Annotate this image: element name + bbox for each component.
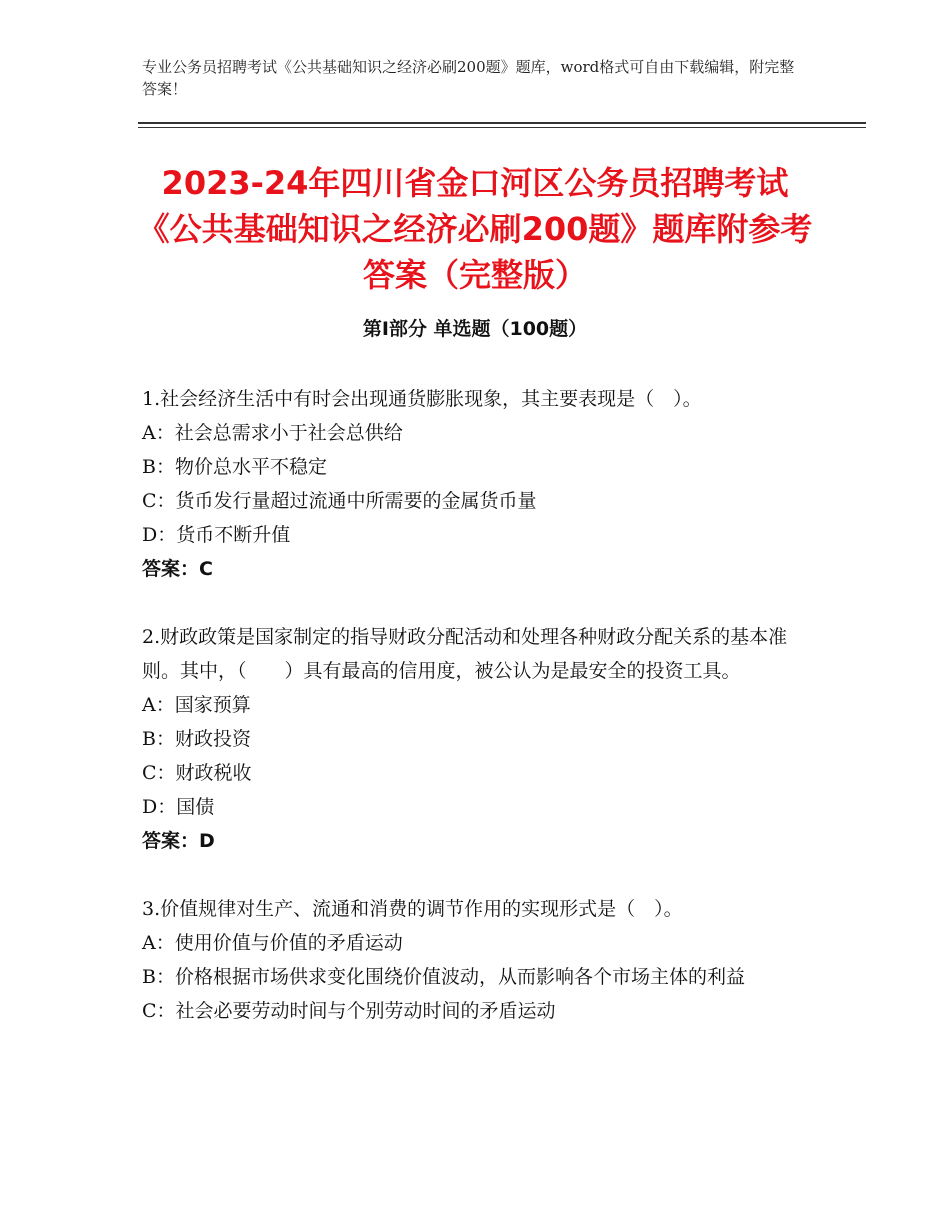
question-stem: 2.财政政策是国家制定的指导财政分配活动和处理各种财政分配关系的基本准则。其中，（ ）具有最高的信用度，被公认为是最安全的投资工具。 bbox=[142, 626, 788, 682]
question-option-c: C：货币发行量超过流通中所需要的金属货币量 bbox=[142, 490, 537, 512]
question-option-c: C：财政税收 bbox=[142, 762, 252, 784]
question-stem: 1.社会经济生活中有时会出现通货膨胀现象，其主要表现是（ ）。 bbox=[142, 388, 702, 410]
question-list bbox=[142, 382, 807, 1062]
header-rule-thin bbox=[138, 127, 866, 128]
question-stem: 3.价值规律对生产、流通和消费的调节作用的实现形式是（ ）。 bbox=[142, 898, 683, 920]
question-answer: 答案：D bbox=[142, 830, 215, 852]
header-note: 专业公务员招聘考试《公共基础知识之经济必刷200题》题库，word格式可自由下载编辑，附完整答案！ bbox=[142, 58, 795, 98]
question-option-d: D：国债 bbox=[142, 796, 215, 818]
question-option-b: B：物价总水平不稳定 bbox=[142, 456, 327, 478]
question-option-b: B：财政投资 bbox=[142, 728, 251, 750]
header-rule-thick bbox=[138, 122, 866, 124]
question-1 bbox=[142, 382, 807, 586]
question-option-a: A：社会总需求小于社会总供给 bbox=[142, 422, 403, 444]
question-option-a: A：使用价值与价值的矛盾运动 bbox=[142, 932, 403, 954]
question-3 bbox=[142, 892, 807, 1028]
document-title: 2023-24年四川省金口河区公务员招聘考试《公共基础知识之经济必刷200题》题库附参考答案（完整版） bbox=[137, 164, 813, 294]
section-heading: 第Ⅰ部分 单选题（100题） bbox=[362, 318, 588, 340]
question-2 bbox=[142, 620, 807, 858]
question-option-a: A：国家预算 bbox=[142, 694, 251, 716]
question-answer: 答案：C bbox=[142, 558, 213, 580]
question-option-b: B：价格根据市场供求变化围绕价值波动，从而影响各个市场主体的利益 bbox=[142, 966, 745, 988]
question-option-c: C：社会必要劳动时间与个别劳动时间的矛盾运动 bbox=[142, 1000, 556, 1022]
question-option-d: D：货币不断升值 bbox=[142, 524, 291, 546]
